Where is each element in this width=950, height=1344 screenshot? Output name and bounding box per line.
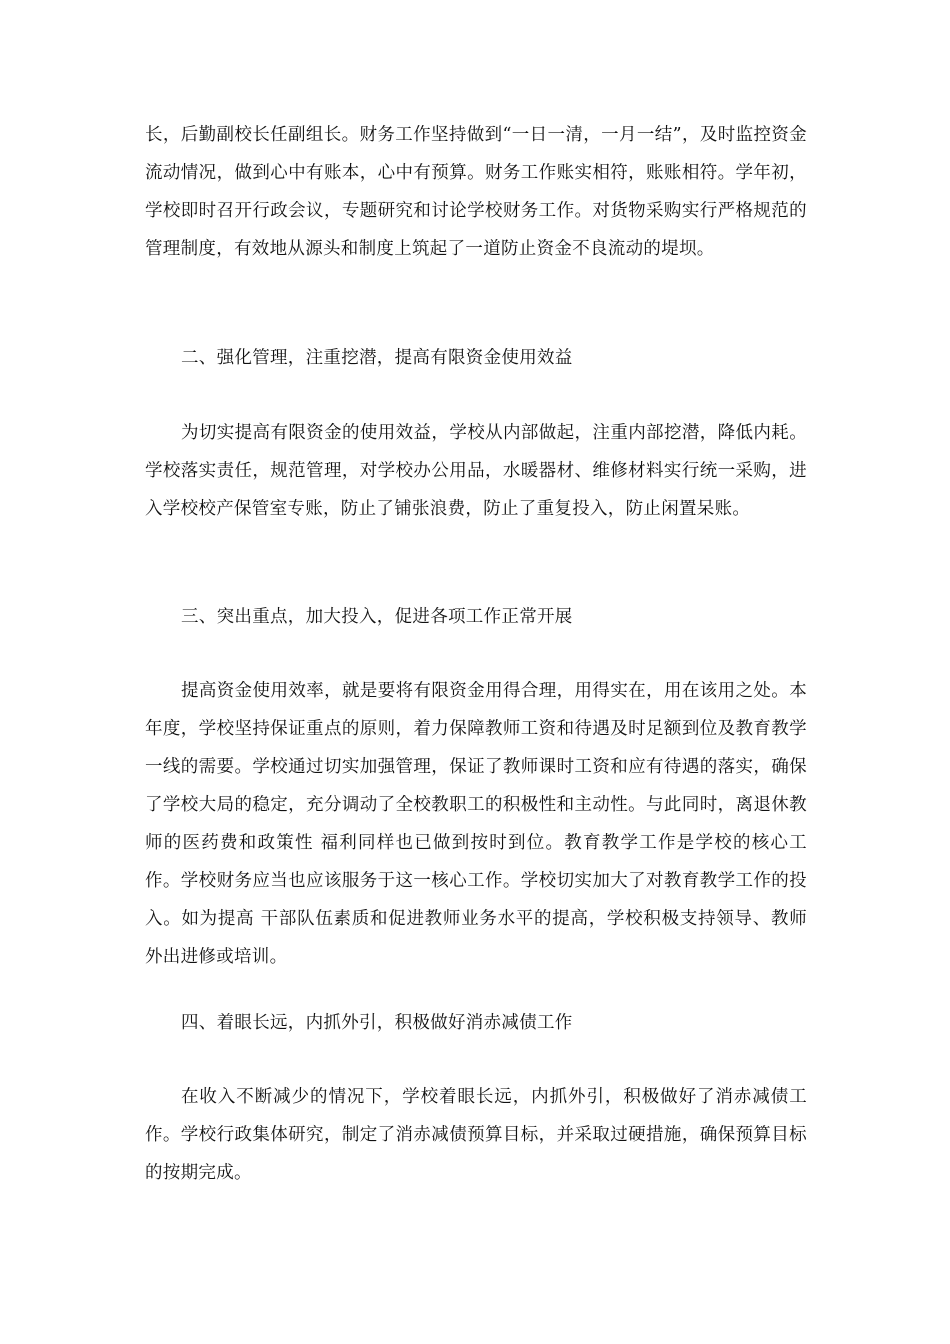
section-heading-3: 三、突出重点，加大投入，促进各项工作正常开展 [181, 607, 573, 627]
paragraph-finance-management-continued: 长，后勤副校长任副组长。财务工作坚持做到“一日一清，一月一结”，及时监控资金流动情况，做到心中有账本，心中有预算。财务工作账实相符，账账相符。学年初，学校即时召开行政会议，专题研究和讨论学校财务工作。对货物采购实行严格规范的管理制度，有效地从源头和制度上筑起了一道防止资金不良流动的堤坝。 [145, 125, 807, 259]
paragraph-section-3: 提高资金使用效率，就是要将有限资金用得合理，用得实在，用在该用之处。本年度，学校坚持保证重点的原则，着力保障教师工资和待遇及时足额到位及教育教学一线的需要。学校通过切实加强管理，保证了教师课时工资和应有待遇的落实，确保了学校大局的稳定，充分调动了全校教职工的积极性和主动性。与此同时，离退休教师的医药费和政策性 福利同样也已做到按时到位。教育教学工作是学校的核心工作。学校财务应当也应该服务于这一核心工作。学校切实加大了对教育教学工作的投入。如为提高 干部队伍素质和促进教师业务水平的提高，学校积极支持领导、教师外出进修或培训。 [145, 681, 807, 967]
section-heading-2: 二、强化管理，注重挖潜，提高有限资金使用效益 [181, 348, 573, 368]
paragraph-section-2: 为切实提高有限资金的使用效益，学校从内部做起，注重内部挖潜，降低内耗。学校落实责任，规范管理，对学校办公用品，水暖器材、维修材料实行统一采购，进入学校校产保管室专账，防止了铺张浪费，防止了重复投入，防止闲置呆账。 [145, 423, 807, 519]
section-heading-4: 四、着眼长远，内抓外引，积极做好消赤减债工作 [181, 1013, 573, 1033]
paragraph-section-4: 在收入不断减少的情况下，学校着眼长远，内抓外引，积极做好了消赤减债工作。学校行政集体研究，制定了消赤减债预算目标，并采取过硬措施，确保预算目标的按期完成。 [145, 1087, 807, 1183]
